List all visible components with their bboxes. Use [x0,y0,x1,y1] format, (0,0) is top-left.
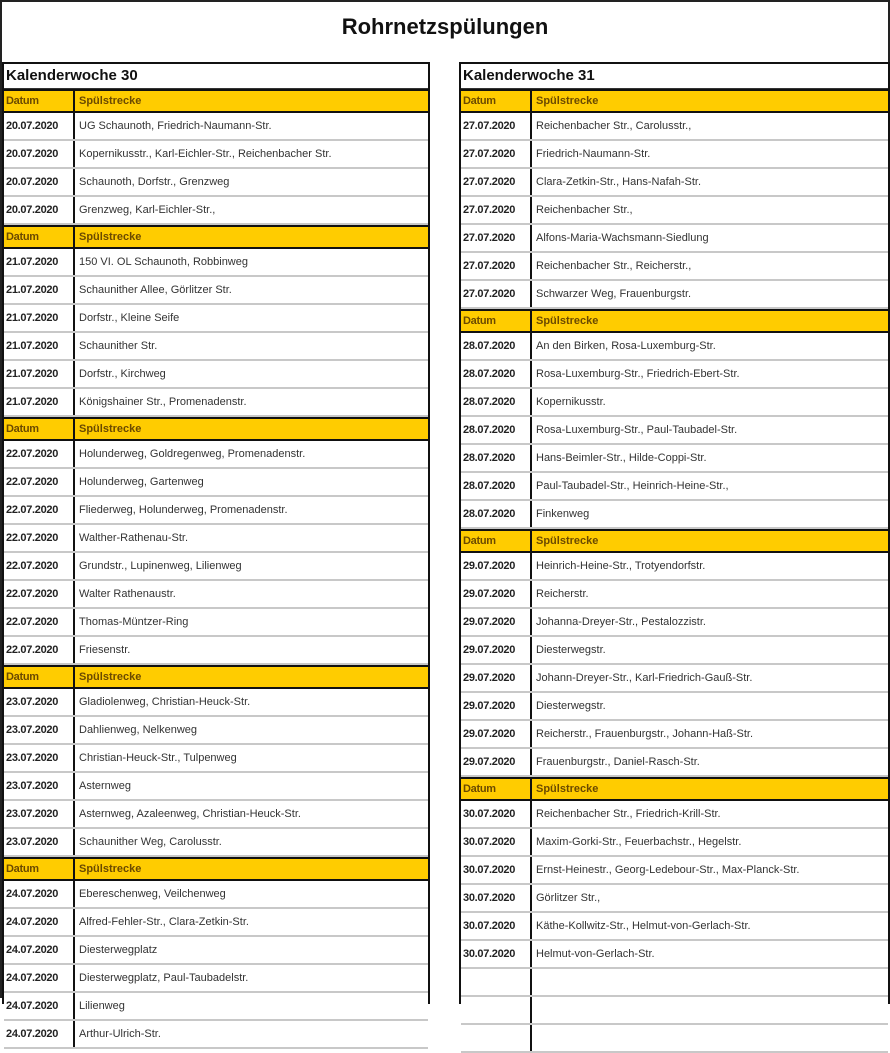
date-cell: 20.07.2020 [4,113,75,139]
date-cell: 21.07.2020 [4,361,75,387]
table-row [461,721,888,749]
table-row [461,389,888,417]
date-cell: 27.07.2020 [461,225,532,251]
date-cell [461,969,532,995]
date-cell: 30.07.2020 [461,829,532,855]
route-cell: Holunderweg, Gartenweg [79,476,204,488]
route-cell: Asternweg, Azaleenweg, Christian-Heuck-Str. [79,808,301,820]
table-row [4,965,428,993]
table-row [4,333,428,361]
date-cell: 24.07.2020 [4,909,75,935]
date-cell: 24.07.2020 [4,965,75,991]
route-cell: Kopernikusstr., Karl-Eichler-Str., Reichenbacher Str. [79,148,332,160]
table-row [4,113,428,141]
table-row [4,609,428,637]
table-row [461,693,888,721]
table-row [4,637,428,665]
header-date: Datum [461,91,532,111]
header-route: Spülstrecke [79,95,142,107]
route-cell: Holunderweg, Goldregenweg, Promenadenstr. [79,448,306,460]
table-row [461,141,888,169]
date-cell: 23.07.2020 [4,717,75,743]
table-row [4,361,428,389]
date-cell: 21.07.2020 [4,249,75,275]
week-label: Kalenderwoche 31 [461,64,888,89]
table-row [4,249,428,277]
route-cell: Helmut-von-Gerlach-Str. [536,948,655,960]
week-label: Kalenderwoche 30 [4,64,428,89]
route-cell: Grundstr., Lupinenweg, Lilienweg [79,560,242,572]
week-30-table [2,62,430,1040]
route-cell: Reichenbacher Str., Carolusstr., [536,120,692,132]
date-cell: 29.07.2020 [461,637,532,663]
date-cell: 29.07.2020 [461,665,532,691]
date-cell: 24.07.2020 [4,937,75,963]
table-row [461,801,888,829]
table-row [4,909,428,937]
route-cell: Lilienweg [79,1000,125,1012]
table-row [4,717,428,745]
route-cell: Paul-Taubadel-Str., Heinrich-Heine-Str., [536,480,729,492]
route-cell: Finkenweg [536,508,590,520]
table-row [4,745,428,773]
route-cell: Schwarzer Weg, Frauenburgstr. [536,288,692,300]
header-route: Spülstrecke [536,315,599,327]
route-cell: Reicherstr., Frauenburgstr., Johann-Haß-Str. [536,728,754,740]
route-cell: Friedrich-Naumann-Str. [536,148,651,160]
route-cell: Ebereschenweg, Veilchenweg [79,888,226,900]
table-row [461,857,888,885]
table-row [4,469,428,497]
table-row [4,305,428,333]
date-cell: 30.07.2020 [461,913,532,939]
table-row [461,445,888,473]
table-row [4,829,428,857]
date-cell: 28.07.2020 [461,361,532,387]
date-cell: 27.07.2020 [461,141,532,167]
route-cell: Dahlienweg, Nelkenweg [79,724,198,736]
route-cell: UG Schaunoth, Friedrich-Naumann-Str. [79,120,272,132]
route-cell: 150 VI. OL Schaunoth, Robbinweg [79,256,248,268]
date-cell: 23.07.2020 [4,773,75,799]
route-cell: Clara-Zetkin-Str., Hans-Nafah-Str. [536,176,702,188]
date-cell: 27.07.2020 [461,281,532,307]
route-cell: Diesterwegplatz, Paul-Taubadelstr. [79,972,249,984]
date-cell: 28.07.2020 [461,389,532,415]
route-cell [532,997,536,1023]
route-cell: Schaunither Str. [79,340,158,352]
route-cell: An den Birken, Rosa-Luxemburg-Str. [536,340,716,352]
header-route: Spülstrecke [79,231,142,243]
date-cell: 27.07.2020 [461,113,532,139]
table-row [461,665,888,693]
date-cell: 28.07.2020 [461,445,532,471]
route-cell: Heinrich-Heine-Str., Trotyendorfstr. [536,560,706,572]
table-row [461,281,888,309]
route-cell: Reicherstr. [536,588,589,600]
table-row [4,197,428,225]
header-route: Spülstrecke [536,95,599,107]
table-row [4,389,428,417]
date-cell: 22.07.2020 [4,497,75,523]
route-cell: Diesterwegstr. [536,700,606,712]
date-cell: 21.07.2020 [4,333,75,359]
table-row [4,141,428,169]
route-cell: Grenzweg, Karl-Eichler-Str., [79,204,216,216]
header-date: Datum [4,419,75,439]
date-cell: 29.07.2020 [461,693,532,719]
route-cell: Reichenbacher Str., Reicherstr., [536,260,692,272]
table-header-row [461,309,888,333]
table-row [461,473,888,501]
route-cell: Görlitzer Str., [536,892,601,904]
table-row [461,829,888,857]
table-row [461,969,888,997]
route-cell: Käthe-Kollwitz-Str., Helmut-von-Gerlach-Str. [536,920,751,932]
table-row [4,773,428,801]
date-cell: 29.07.2020 [461,749,532,775]
date-cell: 22.07.2020 [4,637,75,663]
table-row [461,253,888,281]
route-cell: Johanna-Dreyer-Str., Pestalozzistr. [536,616,706,628]
route-cell: Alfons-Maria-Wachsmann-Siedlung [536,232,709,244]
route-cell: Walter Rathenaustr. [79,588,176,600]
route-cell: Maxim-Gorki-Str., Feuerbachstr., Hegelstr. [536,836,742,848]
table-header-row [4,857,428,881]
date-cell: 27.07.2020 [461,197,532,223]
table-row [4,993,428,1021]
table-row [461,417,888,445]
route-cell: Gladiolenweg, Christian-Heuck-Str. [79,696,251,708]
table-row [4,525,428,553]
date-cell: 29.07.2020 [461,721,532,747]
route-cell: Schaunither Allee, Görlitzer Str. [79,284,232,296]
route-cell: Diesterwegplatz [79,944,158,956]
route-cell [532,969,536,995]
table-row [461,941,888,969]
header-date: Datum [461,311,532,331]
date-cell: 20.07.2020 [4,169,75,195]
date-cell: 21.07.2020 [4,277,75,303]
date-cell: 30.07.2020 [461,941,532,967]
route-cell: Asternweg [79,780,131,792]
route-cell: Johann-Dreyer-Str., Karl-Friedrich-Gauß-Str. [536,672,753,684]
table-row [461,997,888,1025]
date-cell [461,1025,532,1051]
header-route: Spülstrecke [536,783,599,795]
table-header-row [461,89,888,113]
table-header-row [4,665,428,689]
header-route: Spülstrecke [79,423,142,435]
table-row [461,581,888,609]
route-cell: Christian-Heuck-Str., Tulpenweg [79,752,237,764]
table-header-row [4,417,428,441]
route-cell: Friesenstr. [79,644,131,656]
route-cell: Thomas-Müntzer-Ring [79,616,189,628]
date-cell: 20.07.2020 [4,197,75,223]
date-cell: 23.07.2020 [4,689,75,715]
route-cell: Hans-Beimler-Str., Hilde-Coppi-Str. [536,452,707,464]
table-row [461,913,888,941]
route-cell: Kopernikusstr. [536,396,606,408]
week-31-table [459,62,890,1004]
route-cell: Rosa-Luxemburg-Str., Friedrich-Ebert-Str. [536,368,740,380]
route-cell: Dorfstr., Kirchweg [79,368,166,380]
date-cell: 24.07.2020 [4,1021,75,1047]
table-row [461,113,888,141]
table-row [461,333,888,361]
date-cell: 23.07.2020 [4,801,75,827]
date-cell: 22.07.2020 [4,469,75,495]
table-row [461,225,888,253]
table-row [4,497,428,525]
date-cell [461,997,532,1023]
date-cell: 21.07.2020 [4,389,75,415]
table-row [461,749,888,777]
route-cell: Rosa-Luxemburg-Str., Paul-Taubadel-Str. [536,424,738,436]
route-cell: Ernst-Heinestr., Georg-Ledebour-Str., Max-Planck-Str. [536,864,800,876]
date-cell: 24.07.2020 [4,881,75,907]
table-row [461,197,888,225]
date-cell: 28.07.2020 [461,417,532,443]
route-cell: Fliederweg, Holunderweg, Promenadenstr. [79,504,288,516]
date-cell: 29.07.2020 [461,581,532,607]
table-row [461,553,888,581]
date-cell: 22.07.2020 [4,581,75,607]
route-cell: Frauenburgstr., Daniel-Rasch-Str. [536,756,700,768]
table-row [4,553,428,581]
date-cell: 22.07.2020 [4,553,75,579]
route-cell [532,1025,536,1051]
date-cell: 22.07.2020 [4,441,75,467]
date-cell: 28.07.2020 [461,473,532,499]
date-cell: 24.07.2020 [4,993,75,1019]
table-row [4,169,428,197]
header-date: Datum [4,91,75,111]
table-row [4,277,428,305]
route-cell: Reichenbacher Str., Friedrich-Krill-Str. [536,808,721,820]
page-title: Rohrnetzspülungen [341,14,549,39]
date-cell: 23.07.2020 [4,829,75,855]
table-row [4,441,428,469]
table-header-row [4,89,428,113]
route-cell: Alfred-Fehler-Str., Clara-Zetkin-Str. [79,916,249,928]
table-row [4,801,428,829]
table-header-row [461,777,888,801]
date-cell: 30.07.2020 [461,801,532,827]
table-row [461,501,888,529]
date-cell: 22.07.2020 [4,609,75,635]
table-row [4,581,428,609]
date-cell: 28.07.2020 [461,501,532,527]
date-cell: 20.07.2020 [4,141,75,167]
header-date: Datum [4,859,75,879]
route-cell: Königshainer Str., Promenadenstr. [79,396,247,408]
header-route: Spülstrecke [536,535,599,547]
route-cell: Walther-Rathenau-Str. [79,532,189,544]
date-cell: 27.07.2020 [461,169,532,195]
route-cell: Schaunither Weg, Carolusstr. [79,836,222,848]
table-row [4,881,428,909]
date-cell: 27.07.2020 [461,253,532,279]
table-row [461,361,888,389]
date-cell: 28.07.2020 [461,333,532,359]
date-cell: 29.07.2020 [461,609,532,635]
header-date: Datum [4,667,75,687]
date-cell: 22.07.2020 [4,525,75,551]
date-cell: 30.07.2020 [461,857,532,883]
header-route: Spülstrecke [79,671,142,683]
route-cell: Reichenbacher Str., [536,204,633,216]
date-cell: 29.07.2020 [461,553,532,579]
table-header-row [4,225,428,249]
table-row [4,689,428,717]
table-row [4,1021,428,1049]
table-row [461,169,888,197]
route-cell: Schaunoth, Dorfstr., Grenzweg [79,176,230,188]
header-date: Datum [461,779,532,799]
table-row [461,637,888,665]
table-row [461,609,888,637]
route-cell: Arthur-Ulrich-Str. [79,1028,161,1040]
date-cell: 23.07.2020 [4,745,75,771]
table-row [461,1025,888,1053]
table-header-row [461,529,888,553]
date-cell: 21.07.2020 [4,305,75,331]
header-date: Datum [4,227,75,247]
table-row [461,885,888,913]
route-cell: Dorfstr., Kleine Seife [79,312,180,324]
date-cell: 30.07.2020 [461,885,532,911]
header-route: Spülstrecke [79,863,142,875]
route-cell: Diesterwegstr. [536,644,606,656]
table-row [4,937,428,965]
header-date: Datum [461,531,532,551]
